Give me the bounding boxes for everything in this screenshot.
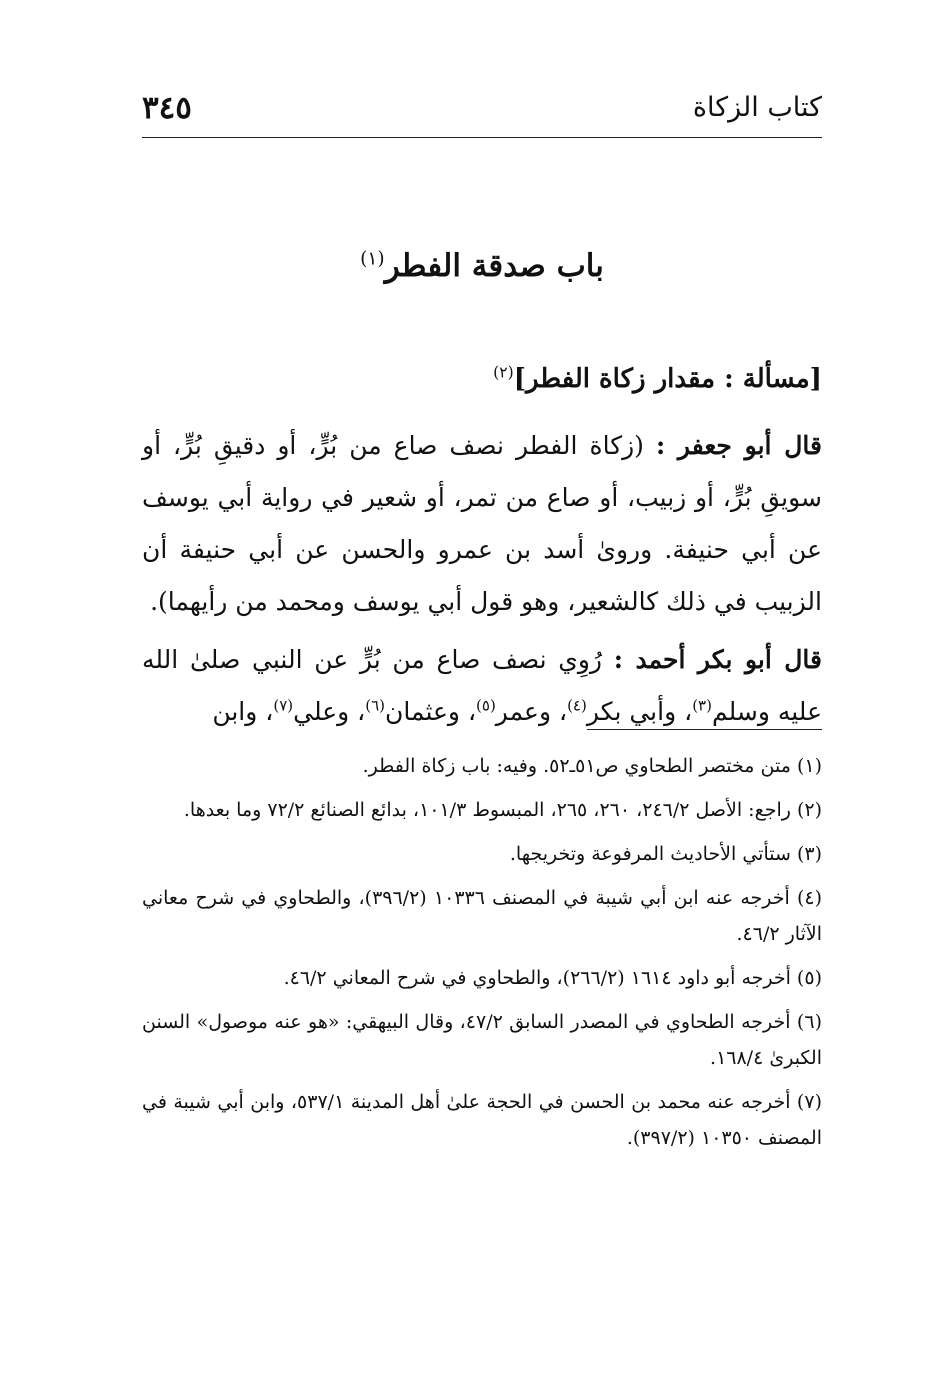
footnote: (٣) ستأتي الأحاديث المرفوعة وتخريجها. bbox=[509, 843, 822, 865]
footnote-ref: (٣) bbox=[692, 696, 712, 715]
footnote: (٧) أخرجه عنه محمد بن الحسن في الحجة علىٰ أهل المدينة ٥٣٧/١، وابن أبي شيبة في المصنف ١٠٣٥٠ (٣٩٧/٢). bbox=[142, 1091, 822, 1149]
footnote-divider bbox=[587, 729, 822, 730]
footnote-ref: (٦) bbox=[365, 696, 386, 715]
chapter-title bbox=[142, 248, 822, 284]
issue-heading bbox=[122, 364, 822, 394]
paragraph-text: (زكاة الفطر نصف صاع من بُرٍّ، أو دقيقِ بُرٍّ، أو سويقِ بُرٍّ، أو زبيب، أو صاع من تمر، أو شعير في رواية أبي يوسف عن أبي حنيفة. وروىٰ أسد بن عمرو والحسن عن أبي حنيفة أن الزبيب في ذلك كالشعير، وهو قول أبي يوسف ومحمد من رأيهما). bbox=[142, 431, 823, 616]
running-title: كتاب الزكاة bbox=[692, 92, 822, 123]
paragraph-text: ، وعمر bbox=[495, 697, 568, 726]
footnote-ref: (٥) bbox=[476, 696, 496, 715]
footnote-ref: (٧) bbox=[273, 696, 294, 715]
footnotes bbox=[142, 748, 822, 1164]
footnote: (٦) أخرجه الطحاوي في المصدر السابق ٤٧/٢، وقال البيهقي: «هو عنه موصول» السنن الكبرىٰ ١٦٨/٤. bbox=[142, 1011, 822, 1069]
footnote: (٢) راجع: الأصل ٢٤٦/٢، ٢٦٠، ٢٦٥، المبسوط ١٠١/٣، بدائع الصنائع ٧٢/٢ وما بعدها. bbox=[183, 799, 822, 821]
paragraph-text: ، وعلي bbox=[293, 697, 366, 726]
chapter-title-text: باب صدقة الفطر bbox=[384, 248, 604, 284]
paragraph bbox=[142, 634, 822, 738]
page-header bbox=[142, 90, 822, 130]
speaker-label: قال أبو بكر أحمد : bbox=[613, 645, 822, 674]
footnote: (٤) أخرجه عنه ابن أبي شيبة في المصنف ١٠٣٣٦ (٣٩٦/٢)، والطحاوي في شرح معاني الآثار ٤٦/٢. bbox=[142, 887, 823, 945]
issue-heading-text: [مسألة : مقدار زكاة الفطر] bbox=[513, 364, 822, 394]
header-divider bbox=[142, 137, 822, 138]
paragraph-text: ، وأبي بكر bbox=[586, 697, 693, 726]
footnote: (١) متن مختصر الطحاوي ص٥١ـ٥٢. وفيه: باب زكاة الفطر. bbox=[362, 755, 822, 777]
footnote-ref: (١) bbox=[360, 248, 385, 270]
paragraph-text: ، وابن bbox=[212, 697, 274, 726]
page-number: ٣٤٥ bbox=[142, 90, 192, 126]
paragraph-text: رُوِي نصف صاع من بُرٍّ عن النبي صلىٰ الله عليه وسلم bbox=[142, 645, 822, 726]
footnote-ref: (٢) bbox=[493, 363, 514, 382]
paragraph bbox=[142, 420, 822, 628]
speaker-label: قال أبو جعفر : bbox=[655, 431, 822, 460]
footnote-ref: (٤) bbox=[567, 696, 587, 715]
footnote: (٥) أخرجه أبو داود ١٦١٤ (٢٦٦/٢)، والطحاوي في شرح المعاني ٤٦/٢. bbox=[283, 967, 822, 989]
main-text bbox=[142, 420, 822, 744]
paragraph-text: ، وعثمان bbox=[385, 697, 477, 726]
